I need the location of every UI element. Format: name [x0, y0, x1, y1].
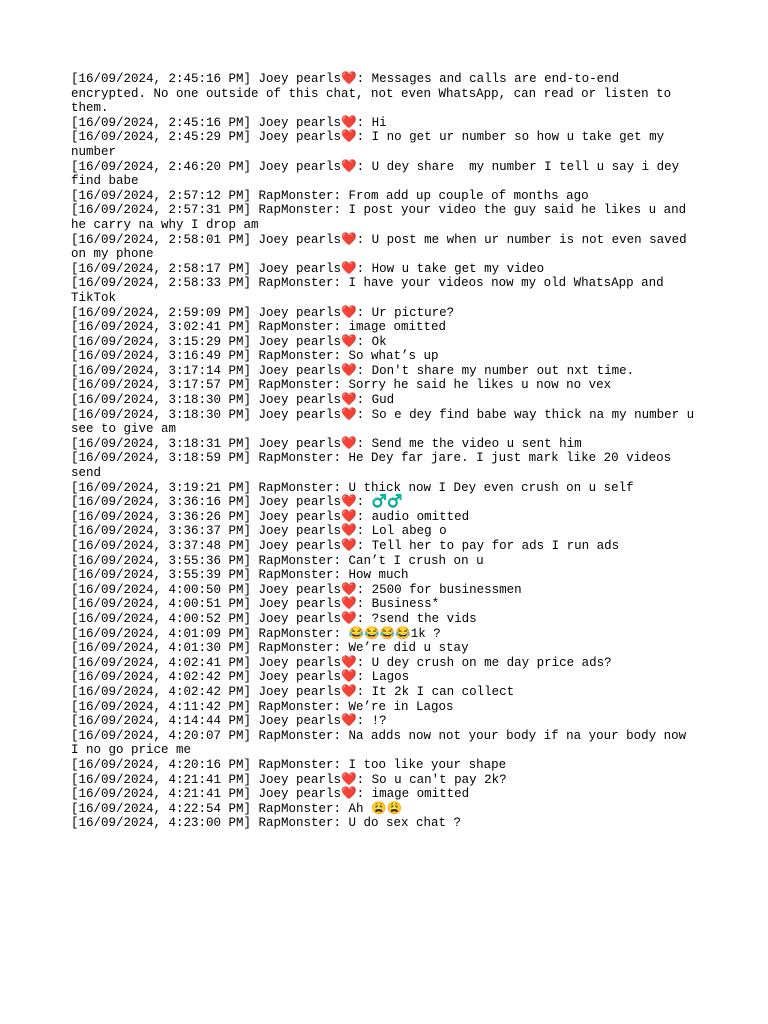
- chat-line: [16/09/2024, 2:45:16 PM] Joey pearls❤️: Messages and calls are end-to-end encrypted. No one outside of this chat, not even WhatsApp, can read or listen to them.: [71, 72, 679, 116]
- chat-line: [16/09/2024, 4:01:30 PM] RapMonster: We’re did u stay: [71, 641, 469, 656]
- chat-line: [16/09/2024, 4:02:42 PM] Joey pearls❤️: Lagos: [71, 670, 410, 685]
- chat-line: [16/09/2024, 4:11:42 PM] RapMonster: We’re in Lagos: [71, 699, 454, 714]
- chat-line: [16/09/2024, 4:01:09 PM] RapMonster: 😂😂😂😂1k ?: [71, 626, 441, 641]
- chat-line: [16/09/2024, 3:17:14 PM] Joey pearls❤️: Don't share my number out nxt time.: [71, 363, 635, 378]
- chat-line: [16/09/2024, 2:58:01 PM] Joey pearls❤️: U post me when ur number is not even saved on my phone: [71, 232, 695, 262]
- chat-line: [16/09/2024, 4:00:50 PM] Joey pearls❤️: 2500 for businessmen: [71, 582, 522, 597]
- chat-line: [16/09/2024, 2:45:29 PM] Joey pearls❤️: I no get ur number so how u take get my number: [71, 130, 672, 159]
- chat-line: [16/09/2024, 4:23:00 PM] RapMonster: U do sex chat ?: [71, 816, 462, 831]
- chat-line: [16/09/2024, 3:18:59 PM] RapMonster: He Dey far jare. I just mark like 20 videos send: [71, 451, 679, 481]
- chat-line: [16/09/2024, 4:00:52 PM] Joey pearls❤️: ?send the vids: [71, 611, 477, 626]
- chat-line: [16/09/2024, 2:45:16 PM] Joey pearls❤️: Hi: [71, 115, 387, 130]
- chat-line: [16/09/2024, 3:36:26 PM] Joey pearls❤️: audio omitted: [71, 509, 470, 524]
- chat-line: [16/09/2024, 2:57:31 PM] RapMonster: I post your video the guy said he likes u and he carry na why I drop am: [71, 203, 694, 232]
- chat-line: [16/09/2024, 3:36:37 PM] Joey pearls❤️: Lol abeg o: [71, 524, 447, 539]
- chat-line: [16/09/2024, 3:36:16 PM] Joey pearls❤️: ♂️♂️: [71, 495, 403, 510]
- chat-transcript: [71, 72, 702, 831]
- chat-line: [16/09/2024, 3:15:29 PM] Joey pearls❤️: Ok: [71, 334, 387, 349]
- chat-line: [16/09/2024, 4:21:41 PM] Joey pearls❤️: So u can't pay 2k?: [71, 772, 507, 787]
- chat-line: [16/09/2024, 4:02:42 PM] Joey pearls❤️: It 2k I can collect: [71, 684, 515, 699]
- chat-line: [16/09/2024, 3:16:49 PM] RapMonster: So what’s up: [71, 349, 439, 364]
- chat-line: [16/09/2024, 3:18:30 PM] Joey pearls❤️: So e dey find babe way thick na my number u see to give am: [71, 407, 702, 437]
- chat-line: [16/09/2024, 2:59:09 PM] Joey pearls❤️: Ur picture?: [71, 305, 455, 320]
- chat-line: [16/09/2024, 3:55:39 PM] RapMonster: How much: [71, 568, 409, 583]
- chat-line: [16/09/2024, 3:19:21 PM] RapMonster: U thick now I Dey even crush on u self: [71, 480, 634, 495]
- chat-line: [16/09/2024, 2:58:33 PM] RapMonster: I have your videos now my old WhatsApp and TikTok: [71, 276, 672, 305]
- chat-line: [16/09/2024, 4:20:16 PM] RapMonster: I too like your shape: [71, 757, 507, 772]
- chat-line: [16/09/2024, 3:18:30 PM] Joey pearls❤️: Gud: [71, 393, 395, 408]
- chat-line: [16/09/2024, 4:00:51 PM] Joey pearls❤️: Business*: [71, 597, 440, 612]
- chat-line: [16/09/2024, 2:57:12 PM] RapMonster: From add up couple of months ago: [71, 188, 589, 203]
- chat-line: [16/09/2024, 4:02:41 PM] Joey pearls❤️: U dey crush on me day price ads?: [71, 655, 612, 670]
- chat-line: [16/09/2024, 3:37:48 PM] Joey pearls❤️: Tell her to pay for ads I run ads: [71, 539, 620, 553]
- chat-line: [16/09/2024, 4:22:54 PM] RapMonster: Ah 😩😩: [71, 801, 403, 816]
- chat-line: [16/09/2024, 3:02:41 PM] RapMonster: image omitted: [71, 320, 447, 335]
- chat-line: [16/09/2024, 3:18:31 PM] Joey pearls❤️: Send me the video u sent him: [71, 436, 582, 451]
- chat-line: [16/09/2024, 3:17:57 PM] RapMonster: Sorry he said he likes u now no vex: [71, 378, 612, 393]
- chat-line: [16/09/2024, 3:55:36 PM] RapMonster: Can’t I crush on u: [71, 553, 484, 568]
- chat-line: [16/09/2024, 4:21:41 PM] Joey pearls❤️: image omitted: [71, 787, 470, 802]
- chat-line: [16/09/2024, 2:58:17 PM] Joey pearls❤️: How u take get my video: [71, 261, 545, 276]
- chat-line: [16/09/2024, 2:46:20 PM] Joey pearls❤️: U dey share my number I tell u say i dey find babe: [71, 159, 687, 189]
- chat-line: [16/09/2024, 4:20:07 PM] RapMonster: Na adds now not your body if na your body now I no go price me: [71, 728, 694, 758]
- chat-line: [16/09/2024, 4:14:44 PM] Joey pearls❤️: !?: [71, 714, 387, 729]
